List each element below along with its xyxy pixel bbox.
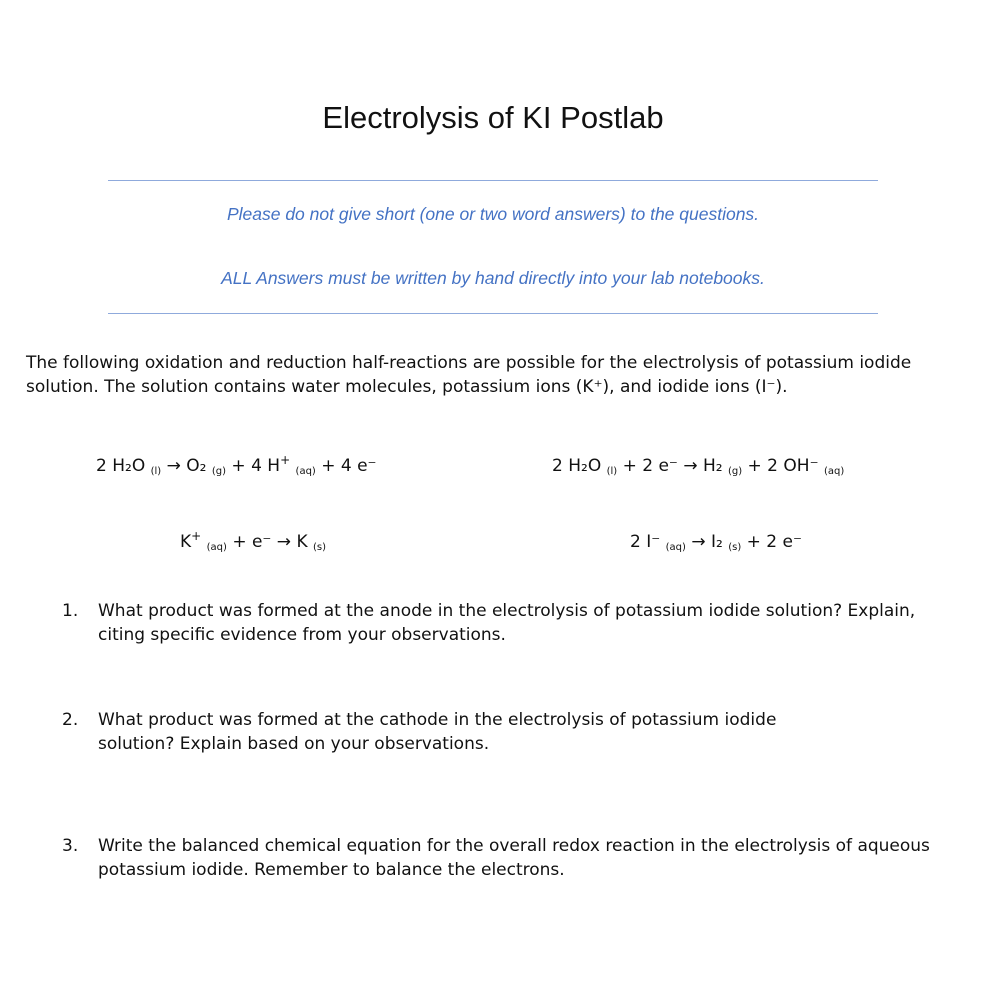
page-title: Electrolysis of KI Postlab xyxy=(322,100,664,135)
half-reaction-water-reduction xyxy=(552,456,844,477)
notice-line-1: Please do not give short (one or two word answers) to the questions. xyxy=(226,204,760,224)
eq-term: 2 H₂O xyxy=(96,456,146,476)
half-reaction-iodide-oxidation xyxy=(630,532,802,553)
eq-charge: + xyxy=(191,529,202,543)
eq-state: (aq) xyxy=(206,542,227,553)
eq-state: (aq) xyxy=(823,466,845,477)
eq-term: → O₂ xyxy=(166,456,207,476)
eq-state: (s) xyxy=(728,542,742,553)
question-text: Write the balanced chemical equation for the overall redox reaction in the electrolysis of aqueous potassium iodide. Remember to balance the electrons. xyxy=(98,836,930,880)
eq-term: + e⁻ → K xyxy=(232,532,308,552)
top-divider xyxy=(108,180,878,181)
intro-paragraph: The following oxidation and reduction half-reactions are possible for the electrolysis of potassium iodide solution. The solution contains water molecules, potassium ions (K⁺), and iodide ions (I⁻). xyxy=(26,353,912,397)
question-number: 2. xyxy=(62,710,79,730)
eq-term: K xyxy=(180,532,192,552)
eq-term: + 2 e⁻ → H₂ xyxy=(622,456,723,476)
eq-charge: + xyxy=(280,453,291,467)
question-number: 1. xyxy=(62,601,79,621)
eq-term: + 2 e⁻ xyxy=(746,532,802,552)
eq-term: → I₂ xyxy=(691,532,723,552)
eq-term: + 2 OH⁻ xyxy=(747,456,819,476)
eq-term: 2 I⁻ xyxy=(630,532,661,552)
eq-state: (g) xyxy=(727,466,743,477)
eq-state: (g) xyxy=(211,466,227,477)
question-1 xyxy=(62,599,962,649)
question-3 xyxy=(62,834,962,884)
eq-term: 2 H₂O xyxy=(552,456,602,476)
question-text: What product was formed at the anode in the electrolysis of potassium iodide solution? Explain, citing specific evidence from your observations. xyxy=(98,601,916,645)
half-reaction-water-oxidation xyxy=(96,453,377,477)
question-text: What product was formed at the cathode in the electrolysis of potassium iodide solution? Explain based on your observations. xyxy=(98,710,777,754)
eq-state: (s) xyxy=(313,542,327,553)
eq-state: (l) xyxy=(150,466,162,477)
bottom-divider xyxy=(108,313,878,314)
eq-state: (l) xyxy=(606,466,618,477)
eq-state: (aq) xyxy=(665,542,686,553)
eq-term: + 4 e⁻ xyxy=(321,456,377,476)
eq-state: (aq) xyxy=(295,466,316,477)
eq-term: + 4 H xyxy=(231,456,281,476)
question-number: 3. xyxy=(62,836,79,856)
question-2 xyxy=(62,708,962,758)
half-reaction-potassium-reduction xyxy=(180,529,327,553)
notice-line-2: ALL Answers must be written by hand directly into your lab notebooks. xyxy=(221,268,765,288)
